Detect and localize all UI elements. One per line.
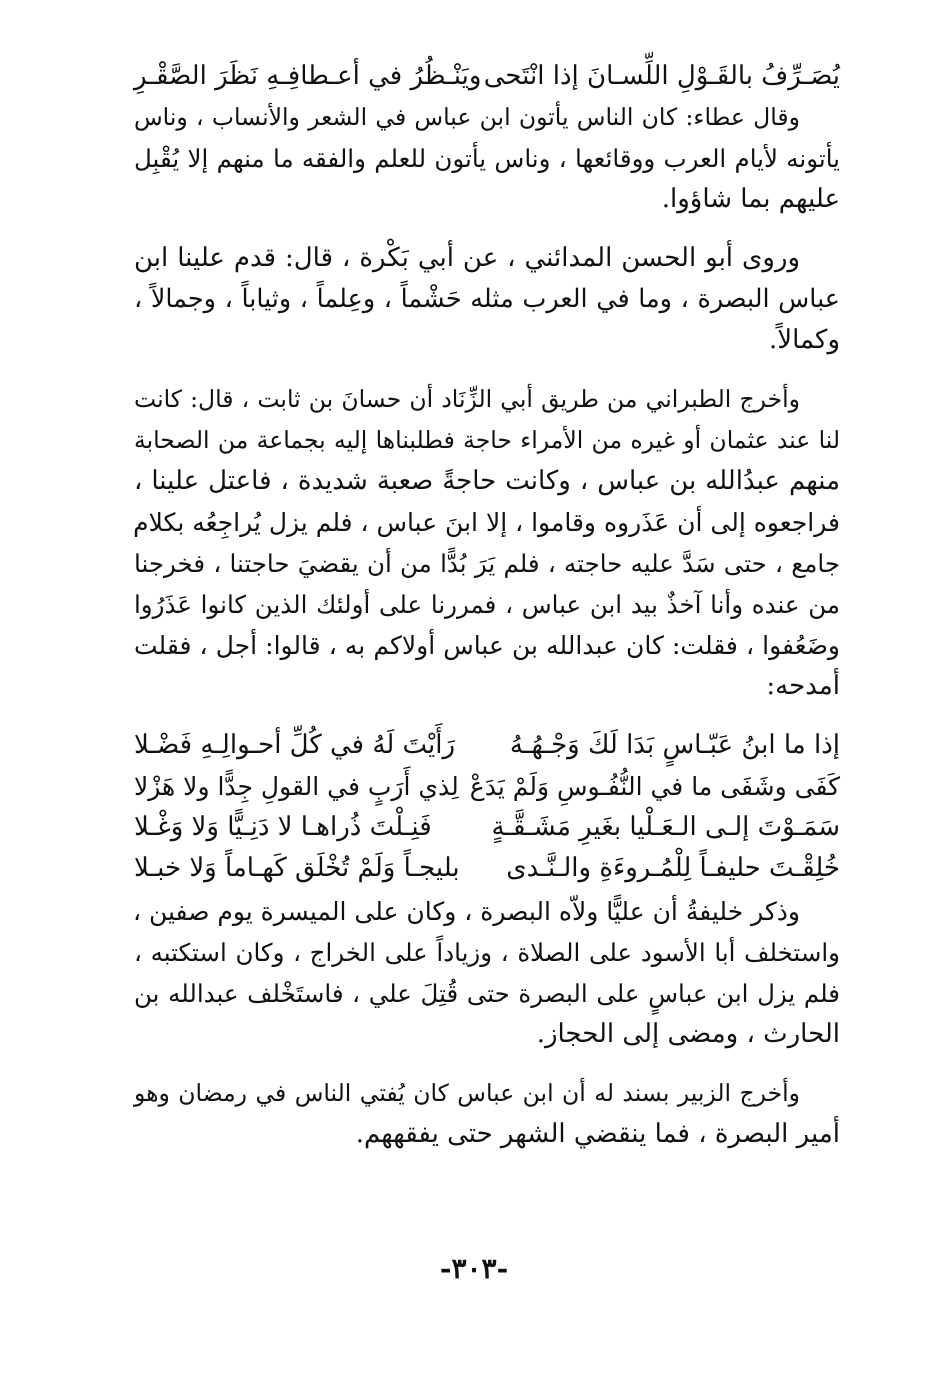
poem-second-hemistich: بليجـاً وَلَمْ تُخْلَق كَهـاماً وَلا خبـلا [134, 853, 460, 883]
text-line: وكمالاً. [769, 325, 840, 355]
poem-first-hemistich: إذا ما ابنُ عَبّـاسٍ بَدَا لَكَ وَجْـهُـهُ [509, 730, 840, 760]
text-line: وقال عطاء: كان الناس يأتون ابن عباس في الشعر والأنساب ، وناس [134, 103, 800, 131]
text-line: واستخلف أبا الأسود على الصلاة ، وزياداً على الخراج ، وكان استكتبه ، [134, 938, 840, 967]
text-line: وضَعُفوا ، فقلت: كان عبدالله بن عباس أولاكم به ، قالوا: أجل ، فقلت [134, 631, 840, 660]
verse-top-first-hemistich: يُصَـرِّفُ بالقَـوْلِ اللِّسـانَ إذا انْتَحى [483, 61, 840, 91]
text-line: الحارث ، ومضى إلى الحجاز. [536, 1019, 840, 1049]
verse-top [134, 56, 840, 97]
poem-second-hemistich: رَأَيْتَ لَهُ في كُلِّ أحـوالِـهِ فَضْـلا [134, 730, 456, 760]
text-line: فراجعوه إلى أن عَذَروه وقاموا ، إلا ابنَ عباس ، فلم يزل يُراجِعُه بكلام [133, 508, 840, 537]
text-line: وأخرج الزبير بسند له أن ابن عباس كان يُفتي الناس في رمضان وهو [134, 1079, 800, 1107]
text-line: من عنده وأنا آخذٌ بيد ابن عباس ، فمررنا على أولئك الذين كانوا عَذَرُوا [134, 590, 840, 619]
paragraph-ata [134, 97, 840, 220]
poem-first-hemistich: سَمَـوْتَ إلـى الـعَـلْيا بغَيرِ مَشَـقَّـةٍ [491, 812, 840, 842]
text-line: وذكر خليفةُ أن عليًّا ولاّه البصرة ، وكان على الميسرة يوم صفين ، [132, 897, 800, 926]
text-line: جامع ، حتى سَدَّ عليه حاجته ، فلم يَرَ بُدًّا من أن يقضيَ حاجتنا ، فخرجنا [134, 549, 840, 578]
text-line: وأخرج الطبراني من طريق أبي الزِّنَاد أن حسانَ بن ثابت ، قال: كانت [134, 385, 800, 413]
verse-top-second-hemistich: ويَنْـظُرُ في أعـطافِـهِ نَظَرَ الصَّقْـرِ [134, 61, 482, 91]
text-line: عباس البصرة ، وما في العرب مثله حَشْماً ، وعِلماً ، وثياباً ، وجمالاً ، [134, 284, 840, 314]
paragraph-zubair [134, 1073, 840, 1155]
poem-verse [134, 848, 840, 889]
text-line: أمير البصرة ، فما ينقضي الشهر حتى يفقههم. [355, 1119, 840, 1149]
poem-verse [134, 766, 840, 807]
paragraph-khalifa [134, 891, 840, 1055]
text-line: أمدحه: [766, 671, 840, 701]
text-line: لنا عند عثمان أو غيره من الأمراء حاجة فطلبناها إليه بجماعة من الصحابة [134, 426, 840, 454]
paragraph-madaini [134, 238, 840, 361]
poem-second-hemistich: فَنِـلْتَ ذُراهـا لا دَنِـيًّا وَلا وَغْـلا [134, 812, 432, 842]
text-line: عليهم بما شاؤوا. [661, 184, 840, 214]
poem-verse [134, 807, 840, 848]
text-line: وروى أبو الحسن المدائني ، عن أبي بَكْرة ، قال: قدم علينا ابن [134, 243, 800, 273]
text-line: منهم عبدُالله بن عباس ، وكانت حاجةً صعبة شديدة ، فاعتل علينا ، [134, 466, 840, 496]
poem-first-hemistich: خُلِقْـتَ حليفـاً لِلْمُـروءَةِ والـنَّـدى [506, 853, 840, 883]
poem [134, 725, 840, 889]
paragraph-tabarani [134, 379, 840, 707]
text-line: فلم يزل ابن عباسٍ على البصرة حتى قُتِلَ علي ، فاستَخْلف عبدالله بن [134, 979, 840, 1008]
text-line: يأتونه لأيام العرب ووقائعها ، وناس يأتون للعلم والفقه ما منهم إلا يُقْبِل [134, 144, 840, 173]
poem-verse [134, 725, 840, 766]
poem-second-hemistich: لِذي أَرَبٍ في القولِ جِدًّا ولا هَزْلا [134, 772, 459, 801]
page-number: -٣٠٣- [439, 1252, 509, 1285]
poem-first-hemistich: كَفَى وشَفَى ما في النُّفُـوسِ وَلَمْ يَدَعْ [469, 772, 840, 801]
